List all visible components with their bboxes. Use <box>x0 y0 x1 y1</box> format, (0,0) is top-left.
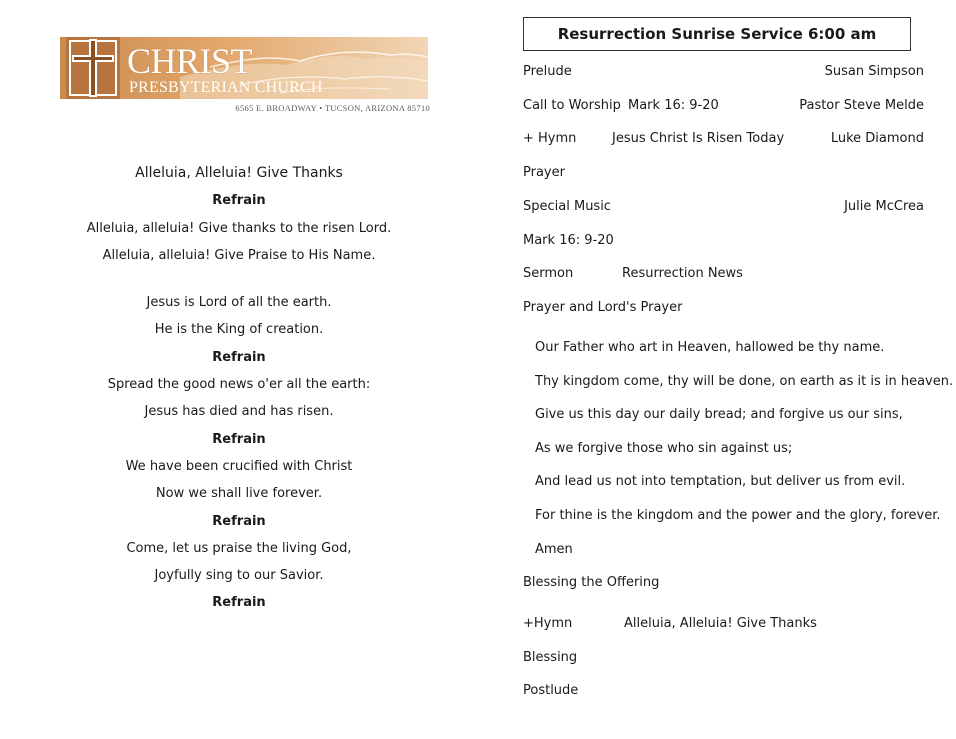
prayer-line: And lead us not into temptation, but deliver us from evil. <box>535 474 906 490</box>
service-part: Postlude <box>523 683 579 698</box>
service-person: Julie McCrea <box>844 198 924 214</box>
service-item <box>523 163 924 183</box>
lyric-line: Joyfully sing to our Savior. <box>154 568 324 584</box>
refrain-label: Refrain <box>212 513 266 529</box>
lyric-line: He is the King of creation. <box>154 322 324 338</box>
service-item <box>523 648 924 668</box>
service-item <box>523 681 924 701</box>
hymn-title: Alleluia, Alleluia! Give Thanks <box>135 165 343 181</box>
service-item <box>523 264 924 284</box>
prayer-line: Amen <box>535 541 573 557</box>
service-item <box>523 614 924 634</box>
refrain-label: Refrain <box>212 349 266 365</box>
church-logo <box>60 37 430 119</box>
service-item <box>523 96 924 116</box>
service-detail: Alleluia, Alleluia! Give Thanks <box>624 616 817 631</box>
lyric-line: Jesus is Lord of all the earth. <box>146 295 332 311</box>
lyric-line: Come, let us praise the living God, <box>126 540 352 556</box>
lyric-line: Now we shall live forever. <box>155 486 323 502</box>
service-detail: Resurrection News <box>622 266 743 282</box>
service-detail: Jesus Christ Is Risen Today <box>612 131 785 147</box>
prayer-line: Give us this day our daily bread; and forgive us our sins, <box>535 407 903 423</box>
service-part: +Hymn <box>523 616 573 631</box>
lyric-line: Alleluia, alleluia! Give Praise to His Name. <box>102 247 376 263</box>
service-part: + Hymn <box>523 131 577 147</box>
prayer-line: As we forgive those who sin against us; <box>535 440 793 456</box>
stanza-gap <box>40 269 438 289</box>
service-item <box>523 231 924 251</box>
service-item <box>523 62 924 82</box>
service-part: Blessing the Offering <box>523 575 660 590</box>
refrain-label: Refrain <box>212 193 266 209</box>
service-item <box>523 573 924 593</box>
hymn-lyrics <box>40 160 438 617</box>
service-part: Mark 16: 9-20 <box>523 232 614 248</box>
service-item <box>523 129 924 149</box>
lyric-line: Alleluia, alleluia! Give thanks to the risen Lord. <box>86 220 392 236</box>
service-part: Sermon <box>523 266 574 282</box>
prayer-line: For thine is the kingdom and the power and the glory, forever. <box>535 508 941 523</box>
service-item <box>523 197 924 217</box>
service-part: Special Music <box>523 198 611 214</box>
service-detail: Mark 16: 9-20 <box>628 97 719 113</box>
logo-subtitle: PRESBYTERIAN CHURCH <box>129 79 323 96</box>
service-part: Prayer and Lord's Prayer <box>523 299 683 315</box>
prayer-line: Thy kingdom come, thy will be done, on earth as it is in heaven. <box>535 373 954 389</box>
cross-icon <box>62 33 124 103</box>
logo-name: CHRIST <box>127 41 253 81</box>
service-part: Call to Worship <box>523 97 621 113</box>
lyric-line: We have been crucified with Christ <box>125 458 353 474</box>
service-part: Prelude <box>523 64 572 79</box>
service-person: Pastor Steve Melde <box>799 97 924 113</box>
service-title: Resurrection Sunrise Service 6:00 am <box>523 17 911 51</box>
service-part: Blessing <box>523 650 578 665</box>
refrain-label: Refrain <box>212 595 266 611</box>
prayer-line: Our Father who art in Heaven, hallowed be thy name. <box>535 340 885 355</box>
refrain-label: Refrain <box>212 431 266 447</box>
service-item <box>523 298 924 318</box>
service-part: Prayer <box>523 165 565 181</box>
church-address: 6565 E. BROADWAY • TUCSON, ARIZONA 85710 <box>235 103 430 113</box>
service-person: Susan Simpson <box>824 64 924 79</box>
service-person: Luke Diamond <box>830 131 924 147</box>
lyric-line: Jesus has died and has risen. <box>144 404 334 420</box>
lyric-line: Spread the good news o'er all the earth: <box>107 377 371 393</box>
